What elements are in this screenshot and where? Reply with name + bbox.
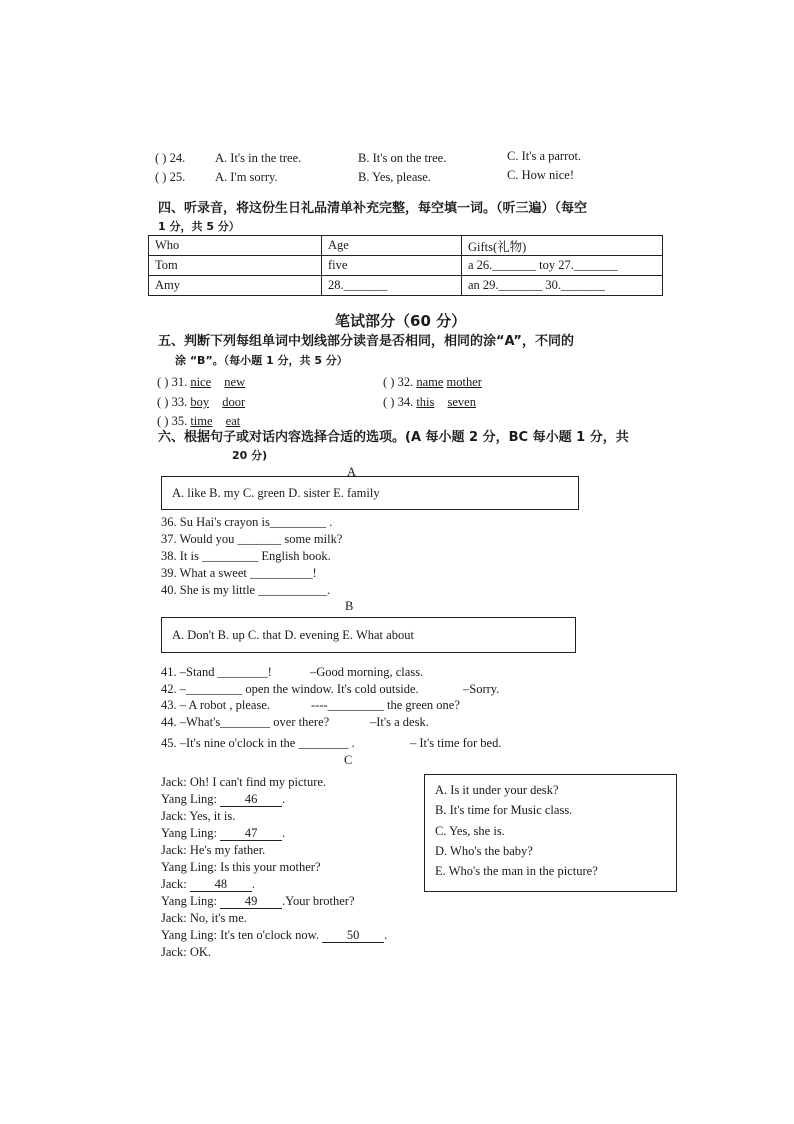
table-cell: 28._______ bbox=[322, 276, 462, 296]
answer-bracket: ( ) bbox=[157, 414, 169, 428]
word-1: this bbox=[416, 395, 435, 409]
speaker-name: Jack: bbox=[161, 945, 187, 959]
question-number: 45. bbox=[161, 736, 177, 750]
question-number: 44. bbox=[161, 715, 177, 729]
word-1: boy bbox=[190, 395, 210, 409]
speaker-name: Yang Ling: bbox=[161, 928, 218, 942]
question-number: 24. bbox=[169, 151, 186, 165]
table-cell: Tom bbox=[149, 256, 322, 276]
option-c: C. It's a parrot. bbox=[507, 149, 582, 163]
dialog-text: . bbox=[384, 928, 388, 942]
question-number: 43. bbox=[161, 698, 177, 712]
option-a: A. Is it under your desk? bbox=[435, 783, 559, 797]
question-42 bbox=[161, 681, 419, 697]
option-b: B. Yes, please. bbox=[358, 170, 431, 184]
dialog-text: Is this your mother? bbox=[217, 860, 321, 874]
word-2: door bbox=[222, 395, 246, 409]
answer-blank: 49 bbox=[220, 895, 282, 909]
part-b-label: B bbox=[345, 599, 354, 613]
option-b: B. It's time for Music class. bbox=[435, 803, 573, 817]
section6-title: 六、根据句子或对话内容选择合适的选项。(A 每小题 2 分，BC 每小题 1 分，共 bbox=[158, 430, 629, 445]
word-2: eat bbox=[225, 414, 241, 428]
answer-bracket: ( ) bbox=[383, 395, 395, 409]
question-number: 31. bbox=[171, 375, 188, 389]
dialog-line bbox=[161, 859, 321, 875]
header-cell: Age bbox=[322, 236, 462, 256]
question-line-a: –What's________ over there? bbox=[179, 715, 330, 729]
question-42-reply: –Sorry. bbox=[463, 682, 500, 696]
question-line-a: –_________ open the window. It's cold outside. bbox=[179, 682, 419, 696]
part-a-label: A bbox=[347, 465, 357, 479]
speaker-name: Jack: bbox=[161, 843, 187, 857]
question-33 bbox=[157, 394, 245, 410]
speaker-name: Yang Ling: bbox=[161, 826, 218, 840]
gift-list-table bbox=[148, 235, 663, 296]
table-cell: Amy bbox=[149, 276, 322, 296]
question-25 bbox=[155, 169, 185, 185]
answer-blank: 46 bbox=[220, 793, 282, 807]
table-cell: five bbox=[322, 256, 462, 276]
question-37: 37. Would you _______ some milk? bbox=[161, 532, 343, 546]
answer-bracket: ( ) bbox=[155, 151, 167, 165]
question-45-reply: – It's time for bed. bbox=[410, 736, 502, 750]
question-32 bbox=[383, 374, 482, 390]
question-39: 39. What a sweet __________! bbox=[161, 566, 317, 580]
speaker-name: Jack: bbox=[161, 809, 187, 823]
question-43-reply: ----_________ the green one? bbox=[311, 698, 460, 712]
question-40: 40. She is my little ___________. bbox=[161, 583, 331, 597]
speaker-name: Yang Ling: bbox=[161, 860, 218, 874]
question-43 bbox=[161, 697, 270, 713]
speaker-name: Jack: bbox=[161, 911, 187, 925]
dialog-line bbox=[161, 842, 265, 858]
table-row bbox=[149, 256, 663, 276]
option-a: A. I'm sorry. bbox=[215, 170, 278, 184]
dialog-text: Oh! I can't find my picture. bbox=[186, 775, 327, 789]
speaker-name: Yang Ling: bbox=[161, 894, 218, 908]
table-cell: a 26._______ toy 27._______ bbox=[462, 256, 663, 276]
question-number: 25. bbox=[169, 170, 186, 184]
question-line-a: – A robot , please. bbox=[179, 698, 271, 712]
part-c-label: C bbox=[344, 753, 353, 767]
option-c: C. How nice! bbox=[507, 168, 574, 182]
table-header-row bbox=[149, 236, 663, 256]
question-44-reply: –It's a desk. bbox=[370, 715, 429, 729]
dialog-text: . bbox=[251, 877, 255, 891]
dialog-text: He's my father. bbox=[186, 843, 266, 857]
answer-blank: 48 bbox=[190, 878, 252, 892]
question-35 bbox=[157, 413, 240, 429]
dialog-line bbox=[161, 910, 247, 926]
option-e: E. Who's the man in the picture? bbox=[435, 864, 598, 878]
section4-title-line2: 1 分，共 5 分） bbox=[158, 220, 240, 233]
answer-bracket: ( ) bbox=[155, 170, 167, 184]
section4-title: 四、听录音，将这份生日礼品清单补充完整，每空填一词。（听三遍）（每空 bbox=[158, 201, 588, 216]
table-row bbox=[149, 276, 663, 296]
speaker-name: Jack: bbox=[161, 877, 187, 891]
answer-bracket: ( ) bbox=[157, 375, 169, 389]
dialog-text: . bbox=[282, 826, 286, 840]
dialog-line bbox=[161, 791, 285, 807]
dialog-text: Yes, it is. bbox=[186, 809, 236, 823]
question-line-a: –Stand ________! bbox=[179, 665, 272, 679]
question-number: 33. bbox=[171, 395, 188, 409]
dialog-line bbox=[161, 808, 235, 824]
dialog-text: No, it's me. bbox=[186, 911, 247, 925]
header-cell: Who bbox=[149, 236, 322, 256]
table-cell: an 29._______ 30._______ bbox=[462, 276, 663, 296]
question-38: 38. It is _________ English book. bbox=[161, 549, 331, 563]
answer-blank: 47 bbox=[220, 827, 282, 841]
dialog-line bbox=[161, 774, 326, 790]
question-number: 41. bbox=[161, 665, 177, 679]
answer-bracket: ( ) bbox=[383, 375, 395, 389]
option-a: A. It's in the tree. bbox=[215, 151, 302, 165]
question-line-a: –It's nine o'clock in the ________ . bbox=[179, 736, 355, 750]
section5-title: 五、判断下列每组单词中划线部分读音是否相同，相同的涂“A”，不同的 bbox=[158, 334, 574, 349]
dialog-text: .Your brother? bbox=[282, 894, 355, 908]
question-number: 34. bbox=[397, 395, 414, 409]
answer-bracket: ( ) bbox=[157, 395, 169, 409]
written-part-heading: 笔试部分（60 分） bbox=[335, 312, 467, 330]
word-bank-options: A. Don't B. up C. that D. evening E. What about bbox=[172, 628, 414, 642]
question-36: 36. Su Hai's crayon is_________ . bbox=[161, 515, 333, 529]
option-c: C. Yes, she is. bbox=[435, 824, 505, 838]
dialog-text: It's ten o'clock now. bbox=[217, 928, 323, 942]
header-cell: Gifts(礼物) bbox=[462, 236, 663, 256]
dialog-line bbox=[161, 825, 285, 841]
dialog-text: . bbox=[282, 792, 286, 806]
option-d: D. Who's the baby? bbox=[435, 844, 533, 858]
answer-blank: 50 bbox=[322, 929, 384, 943]
section6-title-line2: 20 分) bbox=[232, 449, 268, 462]
word-bank-options: A. like B. my C. green D. sister E. family bbox=[172, 486, 380, 500]
question-number: 35. bbox=[171, 414, 188, 428]
speaker-name: Jack: bbox=[161, 775, 187, 789]
section5-title-line2: 涂 “B”。（每小题 1 分，共 5 分） bbox=[175, 354, 348, 367]
dialog-line bbox=[161, 876, 255, 892]
option-b: B. It's on the tree. bbox=[358, 151, 447, 165]
question-45 bbox=[161, 735, 355, 751]
dialog-line bbox=[161, 927, 387, 943]
part-b-word-bank bbox=[161, 617, 576, 653]
question-24 bbox=[155, 150, 185, 166]
dialog-line bbox=[161, 944, 211, 960]
word-1: time bbox=[190, 414, 213, 428]
dialog-line bbox=[161, 893, 355, 909]
word-2: new bbox=[224, 375, 246, 389]
question-44 bbox=[161, 714, 329, 730]
part-c-options-box bbox=[424, 774, 677, 892]
word-2: mother bbox=[446, 375, 482, 389]
question-41-reply: –Good morning, class. bbox=[310, 665, 424, 679]
word-1: nice bbox=[190, 375, 212, 389]
question-41 bbox=[161, 664, 272, 680]
part-a-word-bank bbox=[161, 476, 579, 510]
question-number: 32. bbox=[397, 375, 414, 389]
word-1: name bbox=[416, 375, 444, 389]
question-31 bbox=[157, 374, 245, 390]
question-number: 42. bbox=[161, 682, 177, 696]
speaker-name: Yang Ling: bbox=[161, 792, 218, 806]
dialog-text: OK. bbox=[186, 945, 211, 959]
question-34 bbox=[383, 394, 476, 410]
word-2: seven bbox=[447, 395, 476, 409]
